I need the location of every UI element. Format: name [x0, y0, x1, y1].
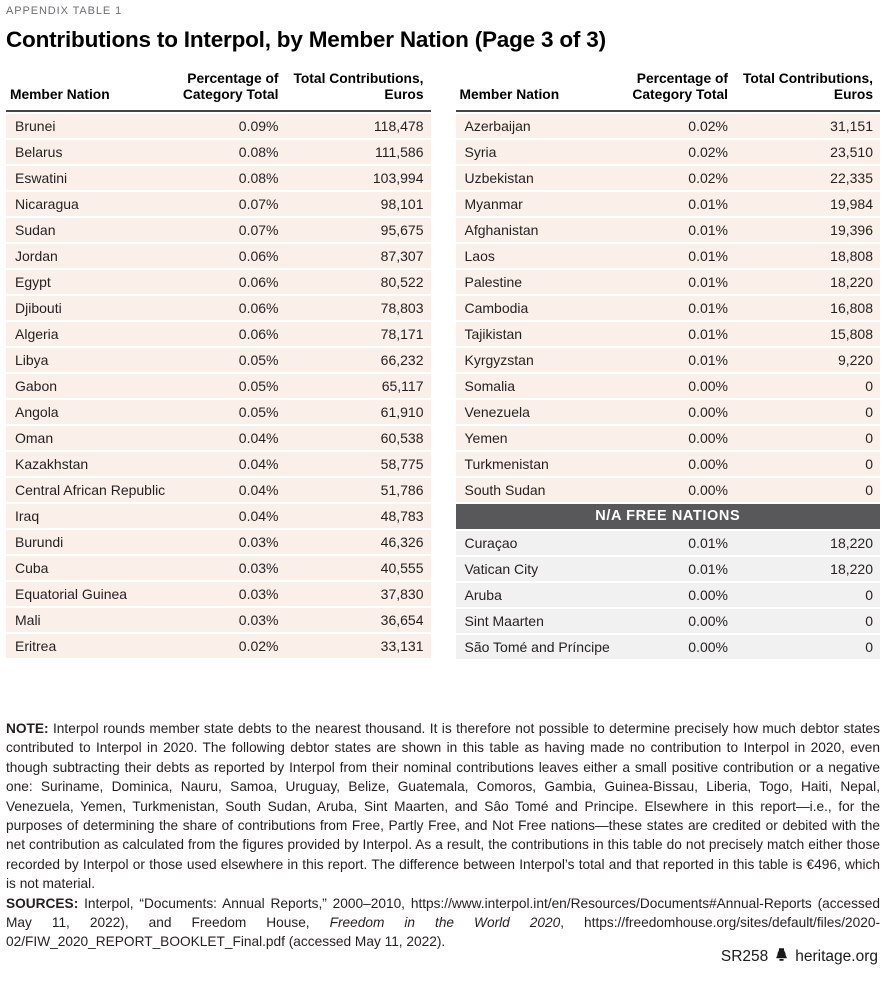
- sources-text-2: , https://freedomhouse.org/sites/default/files/2020-02/FIW_2020_REPORT_BOOKLET_Final.pdf (accessed May 11, 2022).: [6, 915, 881, 950]
- nation-cell: Palestine: [464, 274, 523, 290]
- nation-cell: Jordan: [15, 248, 58, 264]
- percent-cell: 0.02%: [688, 118, 728, 134]
- total-cell: 23,510: [830, 144, 873, 160]
- appendix-table-label: APPENDIX TABLE 1: [6, 5, 123, 17]
- sources-text-1: Interpol, “Documents: Annual Reports,” 2000–2010, https://www.interpol.int/en/Resources/Documents#Annual-Reports (accessed May 11, 2022), and Freedom House,: [6, 895, 880, 931]
- site-url: heritage.org: [795, 948, 878, 965]
- percent-cell: 0.01%: [688, 535, 728, 551]
- nation-cell: Myanmar: [464, 196, 523, 212]
- table-row: [456, 322, 881, 348]
- nation-cell: Mali: [15, 612, 41, 628]
- total-cell: 40,555: [380, 560, 424, 576]
- total-cell: 78,171: [380, 326, 424, 342]
- table-row: [6, 504, 431, 530]
- total-cell: 0: [865, 613, 873, 629]
- total-cell: 87,307: [380, 248, 424, 264]
- total-cell: 78,803: [380, 300, 424, 316]
- table-row: [456, 348, 881, 374]
- total-cell: 58,775: [380, 456, 424, 472]
- percent-cell: 0.00%: [688, 613, 728, 629]
- nation-cell: Syria: [464, 144, 497, 160]
- percent-cell: 0.06%: [238, 274, 279, 290]
- table-body-right: [456, 114, 881, 661]
- report-id: SR258: [720, 948, 769, 965]
- nation-cell: Eswatini: [15, 170, 68, 186]
- col-header-member-nation: Member Nation: [459, 87, 560, 102]
- percent-cell: 0.03%: [238, 560, 279, 576]
- nation-cell: Afghanistan: [464, 222, 539, 238]
- na-free-nations-band: N/A FREE NATIONS: [456, 504, 881, 531]
- total-cell: 0: [865, 430, 873, 446]
- table-row: [456, 374, 881, 400]
- percent-cell: 0.05%: [238, 404, 279, 420]
- total-cell: 111,586: [374, 144, 424, 160]
- nation-cell: Aruba: [464, 587, 502, 603]
- nation-cell: Sint Maarten: [464, 613, 544, 629]
- table-body-left: [6, 114, 431, 660]
- total-cell: 0: [865, 456, 873, 472]
- nation-cell: Angola: [15, 404, 59, 420]
- table-row: [456, 296, 881, 322]
- col-header-total-contributions: Total Contributions, Euros: [742, 71, 873, 102]
- nation-cell: Vatican City: [464, 561, 539, 577]
- percent-cell: 0.04%: [238, 482, 279, 498]
- total-cell: 16,808: [830, 300, 873, 316]
- total-cell: 95,675: [380, 222, 424, 238]
- percent-cell: 0.02%: [688, 144, 728, 160]
- table-row: [456, 114, 881, 140]
- liberty-bell-icon: [774, 947, 789, 967]
- total-cell: 0: [865, 404, 873, 420]
- table-row: [456, 478, 881, 504]
- table-row: [6, 322, 431, 348]
- sources-label: SOURCES:: [6, 895, 79, 911]
- table-row: [456, 531, 881, 557]
- table-row: [456, 140, 881, 166]
- percent-cell: 0.01%: [688, 326, 728, 342]
- total-cell: 60,538: [380, 430, 424, 446]
- percent-cell: 0.00%: [688, 482, 728, 498]
- nation-cell: Somalia: [464, 378, 516, 394]
- percent-cell: 0.07%: [238, 222, 279, 238]
- nation-cell: Djibouti: [15, 300, 62, 316]
- table-row: [456, 400, 881, 426]
- footnotes: [6, 719, 880, 952]
- total-cell: 0: [865, 639, 873, 655]
- percent-cell: 0.05%: [238, 378, 279, 394]
- table-row: [6, 244, 431, 270]
- table-row: [6, 426, 431, 452]
- total-cell: 80,522: [380, 274, 424, 290]
- table-row: [6, 634, 431, 660]
- nation-cell: Gabon: [15, 378, 58, 394]
- note-text: Interpol rounds member state debts to the nearest thousand. It is therefore not possible to determine precisely how much debtor states contributed to Interpol in 2020. The following debtor states are shown in this table as having made no contribution to Interpol in 2020, even though subtracting their debts as reported by Interpol from their nominal contributions leaves either a small positive contribution or a negative one: Suriname, Dominica, Nauru, Samoa, Uruguay, Belize, Guatemala, Comoros, Gambia, Guinea-Bissau, Liberia, Togo, Haiti, Nepal, Venezuela, Yemen, Turkmenistan, South Sudan, Aruba, Sint Maarten, and Sâo Tomé and Principe. Elsewhere in this report—i.e., for the purposes of determining the share of contributions from Free, Partly Free, and Not Free nations—these states are credited or debited with the net contribution as calculated from the figures provided by Interpol. As a result, the contributions in this table do not precisely match either those recorded by Interpol or those used elsewhere in this report. The difference between Interpol’s total and that reported in this table is €496, which is not material.: [6, 721, 880, 892]
- total-cell: 48,783: [380, 508, 424, 524]
- percent-cell: 0.05%: [238, 352, 279, 368]
- table-row: [456, 270, 881, 296]
- percent-cell: 0.08%: [238, 144, 279, 160]
- percent-cell: 0.01%: [688, 561, 728, 577]
- tables-container: [6, 71, 880, 661]
- nation-cell: Libya: [15, 352, 49, 368]
- total-cell: 9,220: [837, 352, 873, 368]
- total-cell: 51,786: [380, 482, 424, 498]
- contributions-table-left: [6, 71, 431, 661]
- percent-cell: 0.06%: [238, 300, 279, 316]
- percent-cell: 0.09%: [238, 118, 279, 134]
- total-cell: 65,117: [381, 378, 424, 394]
- table-row: [6, 608, 431, 634]
- total-cell: 18,220: [830, 535, 873, 551]
- total-cell: 33,131: [380, 638, 424, 654]
- table-row: [6, 582, 431, 608]
- percent-cell: 0.01%: [688, 196, 728, 212]
- table-row: [6, 530, 431, 556]
- percent-cell: 0.00%: [688, 456, 728, 472]
- table-row: [6, 556, 431, 582]
- total-cell: 31,151: [830, 118, 873, 134]
- table-row: [456, 244, 881, 270]
- table-row: [456, 218, 881, 244]
- total-cell: 18,808: [830, 248, 873, 264]
- table-header-right: [456, 71, 881, 112]
- total-cell: 36,654: [380, 612, 424, 628]
- percent-cell: 0.00%: [688, 378, 728, 394]
- nation-cell: Central African Republic: [15, 482, 166, 498]
- contributions-table-right: [456, 71, 881, 661]
- nation-cell: Azerbaijan: [464, 118, 531, 134]
- nation-cell: Burundi: [15, 534, 64, 550]
- total-cell: 19,984: [830, 196, 873, 212]
- nation-cell: South Sudan: [464, 482, 546, 498]
- table-row: [6, 452, 431, 478]
- nation-cell: Cambodia: [464, 300, 529, 316]
- nation-cell: Brunei: [15, 118, 56, 134]
- nation-cell: Eritrea: [15, 638, 57, 654]
- col-header-percentage: Percentage of Category Total: [632, 71, 728, 102]
- percent-cell: 0.00%: [688, 430, 728, 446]
- nation-cell: Kazakhstan: [15, 456, 89, 472]
- percent-cell: 0.01%: [688, 248, 728, 264]
- total-cell: 19,396: [830, 222, 873, 238]
- nation-cell: Venezuela: [464, 404, 530, 420]
- table-row: [6, 374, 431, 400]
- table-row: [456, 426, 881, 452]
- total-cell: 61,910: [380, 404, 424, 420]
- page-title: Contributions to Interpol, by Member Nation (Page 3 of 3): [6, 27, 606, 52]
- percent-cell: 0.03%: [238, 534, 279, 550]
- page-footer: [721, 947, 878, 967]
- note-paragraph: [6, 719, 880, 894]
- table-row: [6, 140, 431, 166]
- table-row: [456, 609, 881, 635]
- percent-cell: 0.01%: [688, 222, 728, 238]
- percent-cell: 0.04%: [238, 430, 279, 446]
- total-cell: 118,478: [373, 118, 424, 134]
- percent-cell: 0.00%: [688, 404, 728, 420]
- nation-cell: Iraq: [15, 508, 40, 524]
- total-cell: 46,326: [380, 534, 424, 550]
- note-label: NOTE:: [6, 721, 49, 736]
- table-row: [6, 114, 431, 140]
- nation-cell: São Tomé and Príncipe: [464, 639, 610, 655]
- table-row: [456, 452, 881, 478]
- table-row: [6, 296, 431, 322]
- total-cell: 98,101: [380, 196, 424, 212]
- nation-cell: Curaçao: [464, 535, 518, 551]
- table-row: [456, 192, 881, 218]
- percent-cell: 0.01%: [688, 274, 728, 290]
- percent-cell: 0.03%: [238, 586, 279, 602]
- nation-cell: Uzbekistan: [464, 170, 534, 186]
- table-row: [456, 166, 881, 192]
- nation-cell: Egypt: [15, 274, 51, 290]
- total-cell: 0: [865, 378, 873, 394]
- percent-cell: 0.02%: [688, 170, 728, 186]
- total-cell: 103,994: [372, 170, 424, 186]
- total-cell: 15,808: [830, 326, 873, 342]
- total-cell: 22,335: [830, 170, 873, 186]
- table-row: [6, 192, 431, 218]
- table-row: [456, 583, 881, 609]
- nation-cell: Tajikistan: [464, 326, 523, 342]
- percent-cell: 0.04%: [238, 508, 279, 524]
- nation-cell: Belarus: [15, 144, 63, 160]
- col-header-total-contributions: Total Contributions, Euros: [293, 71, 424, 102]
- col-header-member-nation: Member Nation: [10, 87, 110, 102]
- table-row: [6, 478, 431, 504]
- percent-cell: 0.06%: [238, 248, 279, 264]
- nation-cell: Nicaragua: [15, 196, 79, 212]
- sources-italic-title: Freedom in the World 2020: [329, 915, 561, 931]
- percent-cell: 0.04%: [238, 456, 279, 472]
- nation-cell: Kyrgyzstan: [464, 352, 534, 368]
- percent-cell: 0.06%: [238, 326, 279, 342]
- table-row: [456, 557, 881, 583]
- table-row: [6, 218, 431, 244]
- percent-cell: 0.00%: [688, 587, 728, 603]
- nation-cell: Algeria: [15, 326, 59, 342]
- table-row: [6, 166, 431, 192]
- percent-cell: 0.08%: [238, 170, 279, 186]
- nation-cell: Yemen: [464, 430, 508, 446]
- nation-cell: Sudan: [15, 222, 56, 238]
- table-row: [6, 270, 431, 296]
- percent-cell: 0.03%: [238, 612, 279, 628]
- total-cell: 0: [865, 587, 873, 603]
- total-cell: 18,220: [830, 274, 873, 290]
- total-cell: 18,220: [830, 561, 873, 577]
- nation-cell: Cuba: [15, 560, 49, 576]
- table-header-left: [6, 71, 431, 112]
- percent-cell: 0.00%: [688, 639, 728, 655]
- total-cell: 0: [865, 482, 873, 498]
- total-cell: 37,830: [380, 586, 424, 602]
- table-row: [6, 348, 431, 374]
- percent-cell: 0.01%: [688, 352, 728, 368]
- percent-cell: 0.01%: [688, 300, 728, 316]
- col-header-percentage: Percentage of Category Total: [182, 71, 279, 102]
- percent-cell: 0.02%: [238, 638, 279, 654]
- nation-cell: Laos: [464, 248, 495, 264]
- nation-cell: Oman: [15, 430, 54, 446]
- percent-cell: 0.07%: [238, 196, 279, 212]
- total-cell: 66,232: [380, 352, 424, 368]
- table-row: [456, 635, 881, 661]
- nation-cell: Equatorial Guinea: [15, 586, 128, 602]
- sources-paragraph: [6, 894, 880, 952]
- nation-cell: Turkmenistan: [464, 456, 549, 472]
- table-row: [6, 400, 431, 426]
